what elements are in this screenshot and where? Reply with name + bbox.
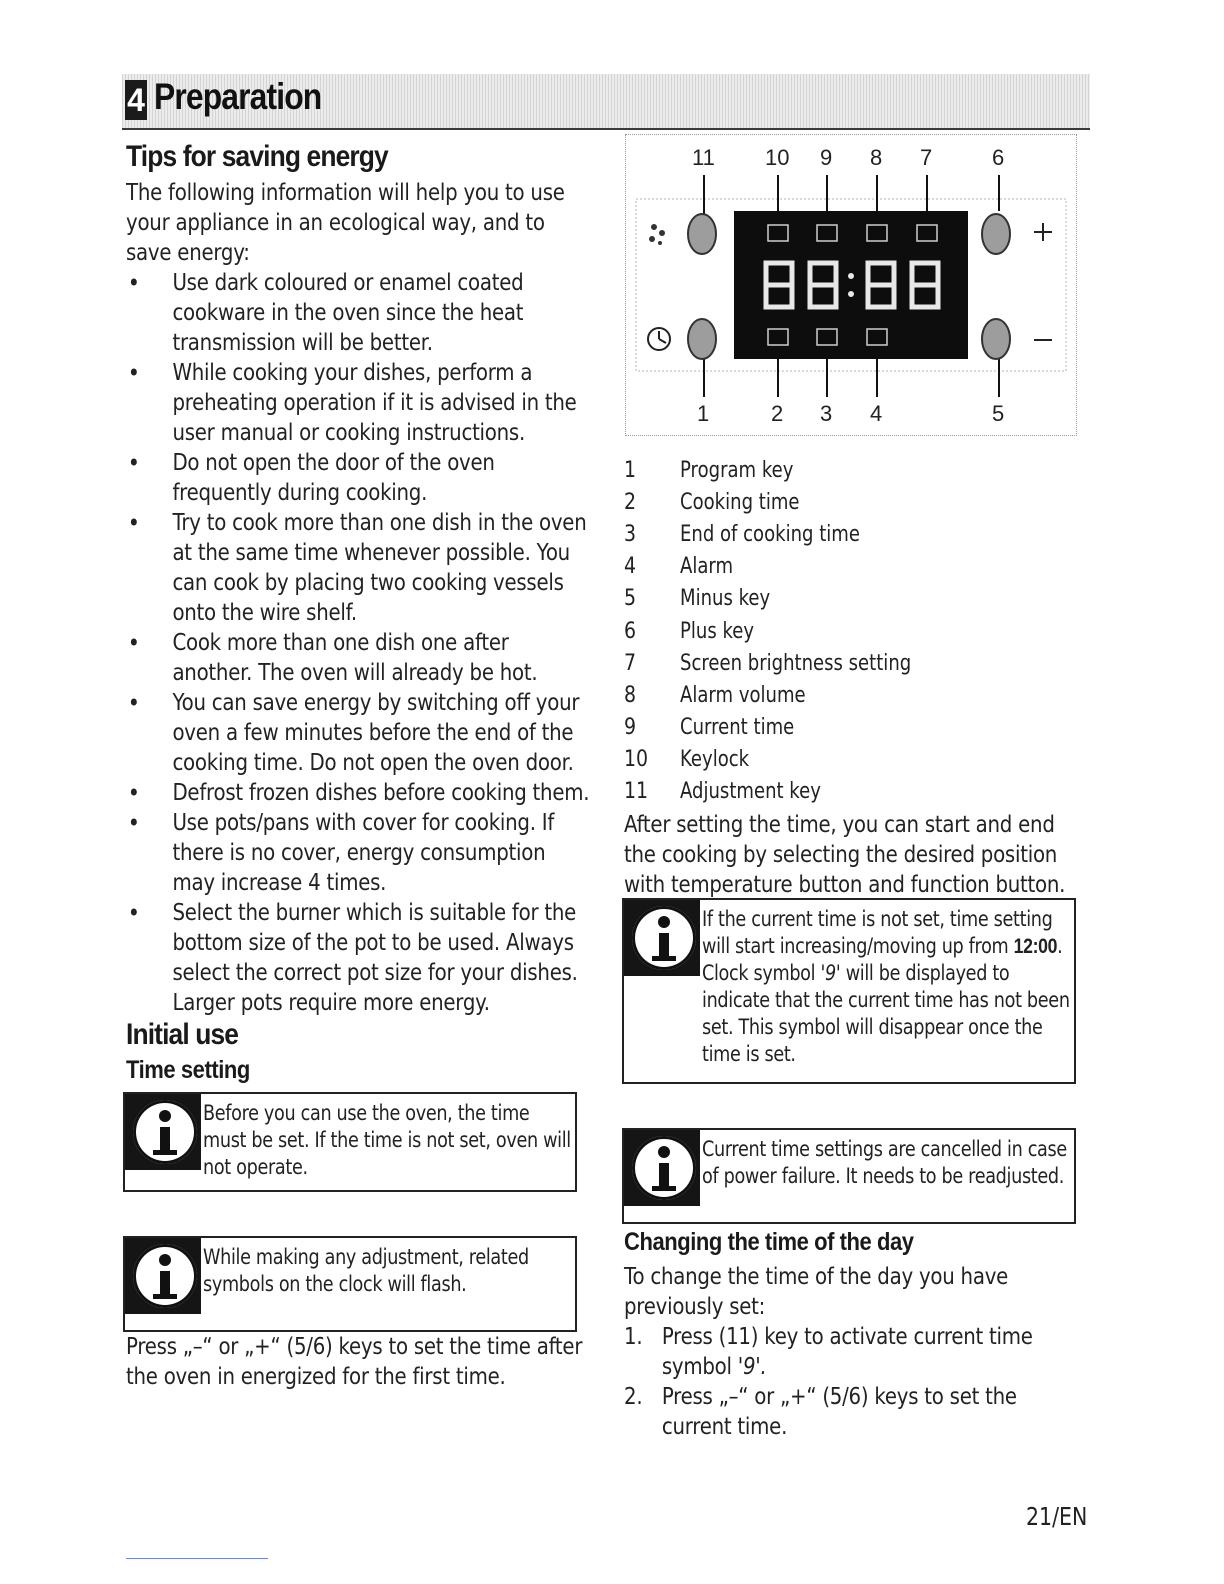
legend-row — [624, 486, 1084, 518]
list-item: • Use dark coloured or enamel coated cookware in the oven since the heat transmission will be better. — [126, 268, 590, 358]
legend-label: Program key — [680, 457, 794, 483]
initial-use-heading: Initial use — [126, 1018, 239, 1051]
info-note-3-text — [702, 906, 1072, 1068]
page-number: 21/EN — [1026, 1502, 1088, 1531]
legend-label: Screen brightness setting — [680, 650, 912, 676]
note3-text-d: will be displayed to indicate that the current time has not been set. This symbol will disappear once the time is set. — [702, 961, 1070, 1066]
legend-number: 2 — [624, 489, 637, 515]
tips-list — [126, 268, 590, 1018]
info-note-1-text: Before you can use the oven, the time must be set. If the time is not set, oven will not operate. — [203, 1101, 571, 1179]
list-item — [624, 1322, 1080, 1382]
legend-row — [624, 551, 1084, 583]
callout-3: 3 — [820, 401, 833, 426]
info-icon — [624, 900, 700, 976]
legend-label: Current time — [680, 715, 795, 741]
note3-text-b: . — [1057, 934, 1063, 958]
section-number: 4 — [125, 80, 147, 120]
info-icon — [624, 1130, 700, 1206]
changing-heading: Changing the time of the day — [624, 1228, 914, 1256]
callout-5: 5 — [992, 401, 1005, 426]
tips-heading: Tips for saving energy — [126, 140, 388, 173]
legend-number: 11 — [624, 779, 649, 805]
section-banner — [122, 74, 1090, 130]
list-item: • You can save energy by switching off your oven a few minutes before the end of the cooking time. Do not open the oven door. — [126, 688, 590, 778]
legend-label: Adjustment key — [680, 779, 821, 805]
list-item — [624, 1382, 1080, 1442]
callout-8: 8 — [870, 145, 883, 170]
note3-text-a: If the current time is not set, time setting will start increasing/moving up from — [702, 907, 1053, 958]
legend-label: Plus key — [680, 618, 755, 644]
callout-11: 11 — [692, 145, 715, 170]
legend-label: Cooking time — [680, 489, 800, 515]
list-item: • Try to cook more than one dish in the oven at the same time whenever possible. You can cook by placing two cooking vessels onto the wire shelf. — [126, 508, 590, 628]
initial-use-section — [126, 1018, 586, 1052]
info-note-2-text: While making any adjustment, related symbols on the clock will flash. — [203, 1245, 529, 1296]
legend-number: 1 — [624, 457, 637, 483]
info-icon — [125, 1238, 201, 1314]
note3-time: 12:00 — [1013, 935, 1058, 958]
press-keys-text: Press „–“ or „+“ (5/6) keys to set the time after the oven in energized for the first time. — [126, 1334, 583, 1390]
legend-row — [624, 712, 1084, 744]
note3-text-c: Clock symbol — [702, 961, 816, 985]
legend-row — [624, 615, 1084, 647]
clock-symbol: '9'. — [737, 1354, 767, 1380]
tips-intro: The following information will help you to use your appliance in an ecological way, and to save energy: — [126, 180, 565, 266]
after-setting-text: After setting the time, you can start and end the cooking by selecting the desired position with temperature button and function button. — [624, 812, 1066, 898]
legend-row — [624, 518, 1084, 550]
tips-section — [126, 140, 586, 174]
step-number: 1. — [624, 1324, 643, 1350]
time-setting-heading: Time setting — [126, 1056, 250, 1084]
key-legend — [624, 454, 1084, 808]
callout-7: 7 — [920, 145, 933, 170]
step-text: Press (11) key to activate current time symbol — [661, 1324, 1033, 1380]
tips-body — [126, 178, 590, 1018]
legend-label: Alarm — [680, 554, 734, 580]
list-item: • While cooking your dishes, perform a preheating operation if it is advised in the user manual or cooking instructions. — [126, 358, 590, 448]
legend-label: Alarm volume — [680, 682, 806, 708]
legend-row — [624, 679, 1084, 711]
time-setting-wrap — [126, 1056, 586, 1085]
callout-1: 1 — [697, 401, 710, 426]
legend-label: Keylock — [680, 747, 750, 773]
list-item: • Select the burner which is suitable for the bottom size of the pot to be used. Always select the correct pot size for your dishes. Larger pots require more energy. — [126, 898, 590, 1018]
changing-body — [624, 1262, 1080, 1442]
control-panel-diagram — [625, 134, 1077, 436]
step-text: Press „–“ or „+“ (5/6) keys to set the current time. — [661, 1384, 1017, 1440]
control-panel-svg — [626, 135, 1076, 435]
legend-number: 8 — [624, 682, 637, 708]
legend-number: 5 — [624, 586, 637, 612]
legend-number: 6 — [624, 618, 637, 644]
info-note-1 — [123, 1092, 577, 1192]
legend-number: 10 — [624, 747, 649, 773]
clock-symbol: '9' — [820, 961, 841, 985]
legend-row — [624, 776, 1084, 808]
legend-row — [624, 454, 1084, 486]
callout-2: 2 — [771, 401, 784, 426]
legend-label: End of cooking time — [680, 521, 860, 547]
legend-number: 4 — [624, 554, 637, 580]
info-note-3 — [622, 898, 1076, 1084]
callout-4: 4 — [870, 401, 883, 426]
info-note-2 — [123, 1236, 577, 1332]
footer-divider — [126, 1558, 268, 1559]
steps-list — [624, 1322, 1080, 1442]
callout-10: 10 — [765, 145, 790, 170]
info-note-4 — [622, 1128, 1076, 1224]
callout-9: 9 — [820, 145, 833, 170]
list-item: • Defrost frozen dishes before cooking them. — [126, 778, 590, 808]
changing-heading-wrap — [624, 1228, 953, 1257]
legend-number: 7 — [624, 650, 637, 676]
callout-6: 6 — [992, 145, 1005, 170]
legend-row — [624, 583, 1084, 615]
info-note-4-text: Current time settings are cancelled in case of power failure. It needs to be readjusted. — [702, 1137, 1067, 1188]
list-item: • Do not open the door of the oven frequently during cooking. — [126, 448, 590, 508]
legend-row — [624, 647, 1084, 679]
list-item: • Cook more than one dish one after another. The oven will already be hot. — [126, 628, 590, 688]
legend-row — [624, 744, 1084, 776]
legend-number: 3 — [624, 521, 637, 547]
section-title: Preparation — [154, 76, 322, 117]
legend-number: 9 — [624, 715, 637, 741]
step-number: 2. — [624, 1384, 643, 1410]
changing-intro: To change the time of the day you have previously set: — [624, 1264, 1009, 1320]
legend-label: Minus key — [680, 586, 771, 612]
info-icon — [125, 1094, 201, 1170]
list-item: • Use pots/pans with cover for cooking. If there is no cover, energy consumption may increase 4 times. — [126, 808, 590, 898]
